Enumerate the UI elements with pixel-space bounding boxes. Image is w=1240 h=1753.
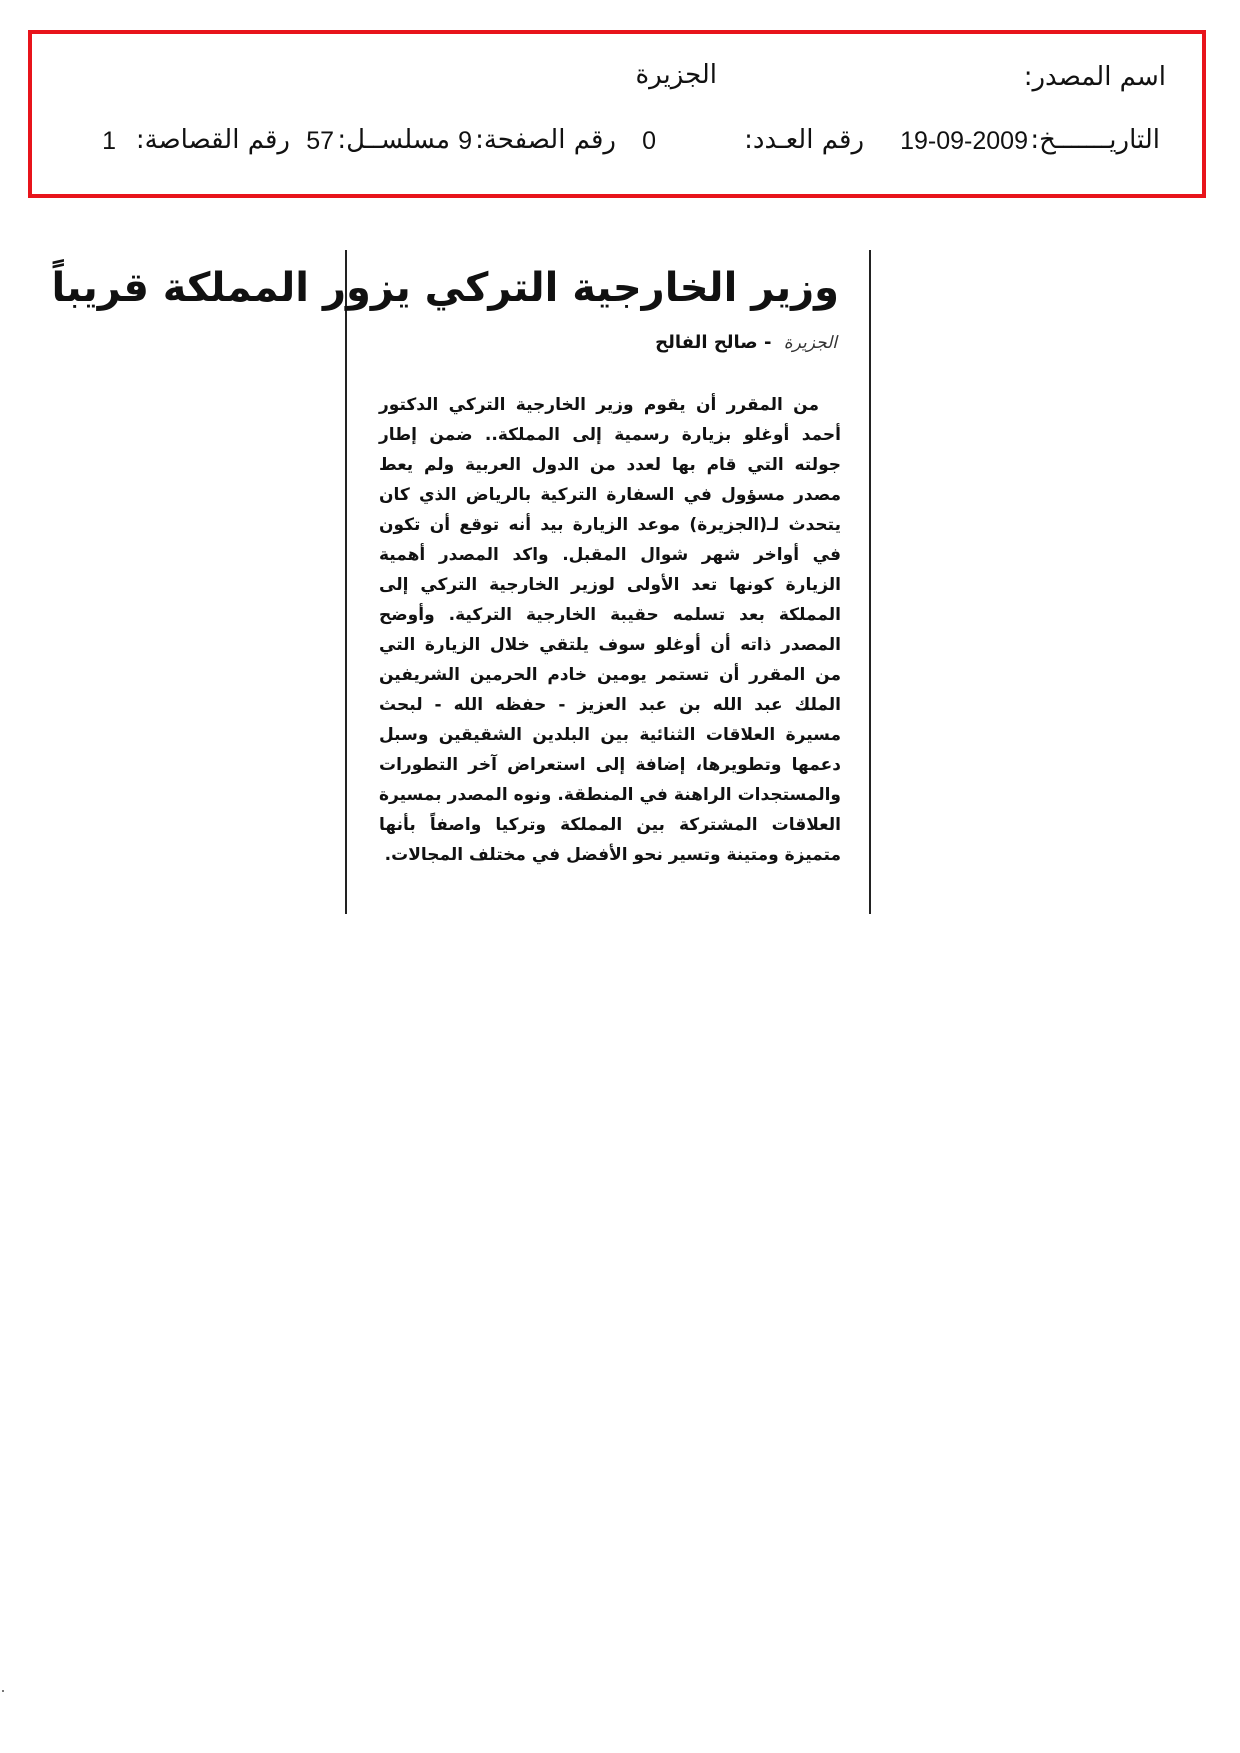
source-value: الجزيرة xyxy=(635,60,717,90)
clip-value: 1 xyxy=(102,127,116,155)
clip-label: رقم القصاصة: xyxy=(135,125,290,155)
page-label: رقم الصفحة: xyxy=(475,125,616,155)
source-label: اسم المصدر: xyxy=(1023,62,1166,92)
serial-label: مسلســل: xyxy=(337,125,450,155)
newspaper-clipping xyxy=(51,250,871,914)
date-label: التاريـــــــخ: xyxy=(1030,125,1160,155)
serial-value: 57 xyxy=(306,127,334,155)
scan-artifact xyxy=(2,1690,4,1692)
issue-label: رقم العـدد: xyxy=(744,125,864,155)
date-value: 19-09-2009 xyxy=(900,127,1028,155)
newspaper-logo: الجزيرة xyxy=(783,333,837,353)
article-author: - صالح الفالح xyxy=(655,332,772,353)
source-info-box xyxy=(28,30,1206,198)
page-value: 9 xyxy=(458,127,472,155)
issue-value: 0 xyxy=(642,127,656,155)
article-body: من المقرر أن يقوم وزير الخارجية التركي الدكتور أحمد أوغلو بزيارة رسمية إلى المملكة.. ضمن إطار جولته التي قام بها لعدد من الدول العربية ولم يعط مصدر مسؤول في السفارة التركية بالرياض الذي كان يتحدث لـ(الجزيرة) موعد الزيارة بيد أنه توقع أن تكون في أواخر شهر شوال المقبل. واكد المصدر أهمية الزيارة كونها تعد الأولى لوزير الخارجية التركي إلى المملكة بعد تسلمه حقيبة الخارجية التركية. وأوضح المصدر ذاته أن أوغلو سوف يلتقي خلال الزيارة التي من المقرر أن تستمر يومين خادم الحرمين الشريفين الملك عبد الله بن عبد العزيز - حفظه الله - لبحث مسيرة العلاقات الثنائية بين البلدين الشقيقين وسبل دعمها وتطويرها، إضافة إلى استعراض آخر التطورات والمستجدات الراهنة في المنطقة. ونوه المصدر بمسيرة العلاقات المشتركة بين المملكة وتركيا واصفاً بأنها متميزة ومتينة وتسير نحو الأفضل في مختلف المجالات. xyxy=(379,395,841,865)
article-byline xyxy=(655,332,837,353)
article-headline: وزير الخارجية التركي يزور المملكة قريباً xyxy=(51,265,839,311)
